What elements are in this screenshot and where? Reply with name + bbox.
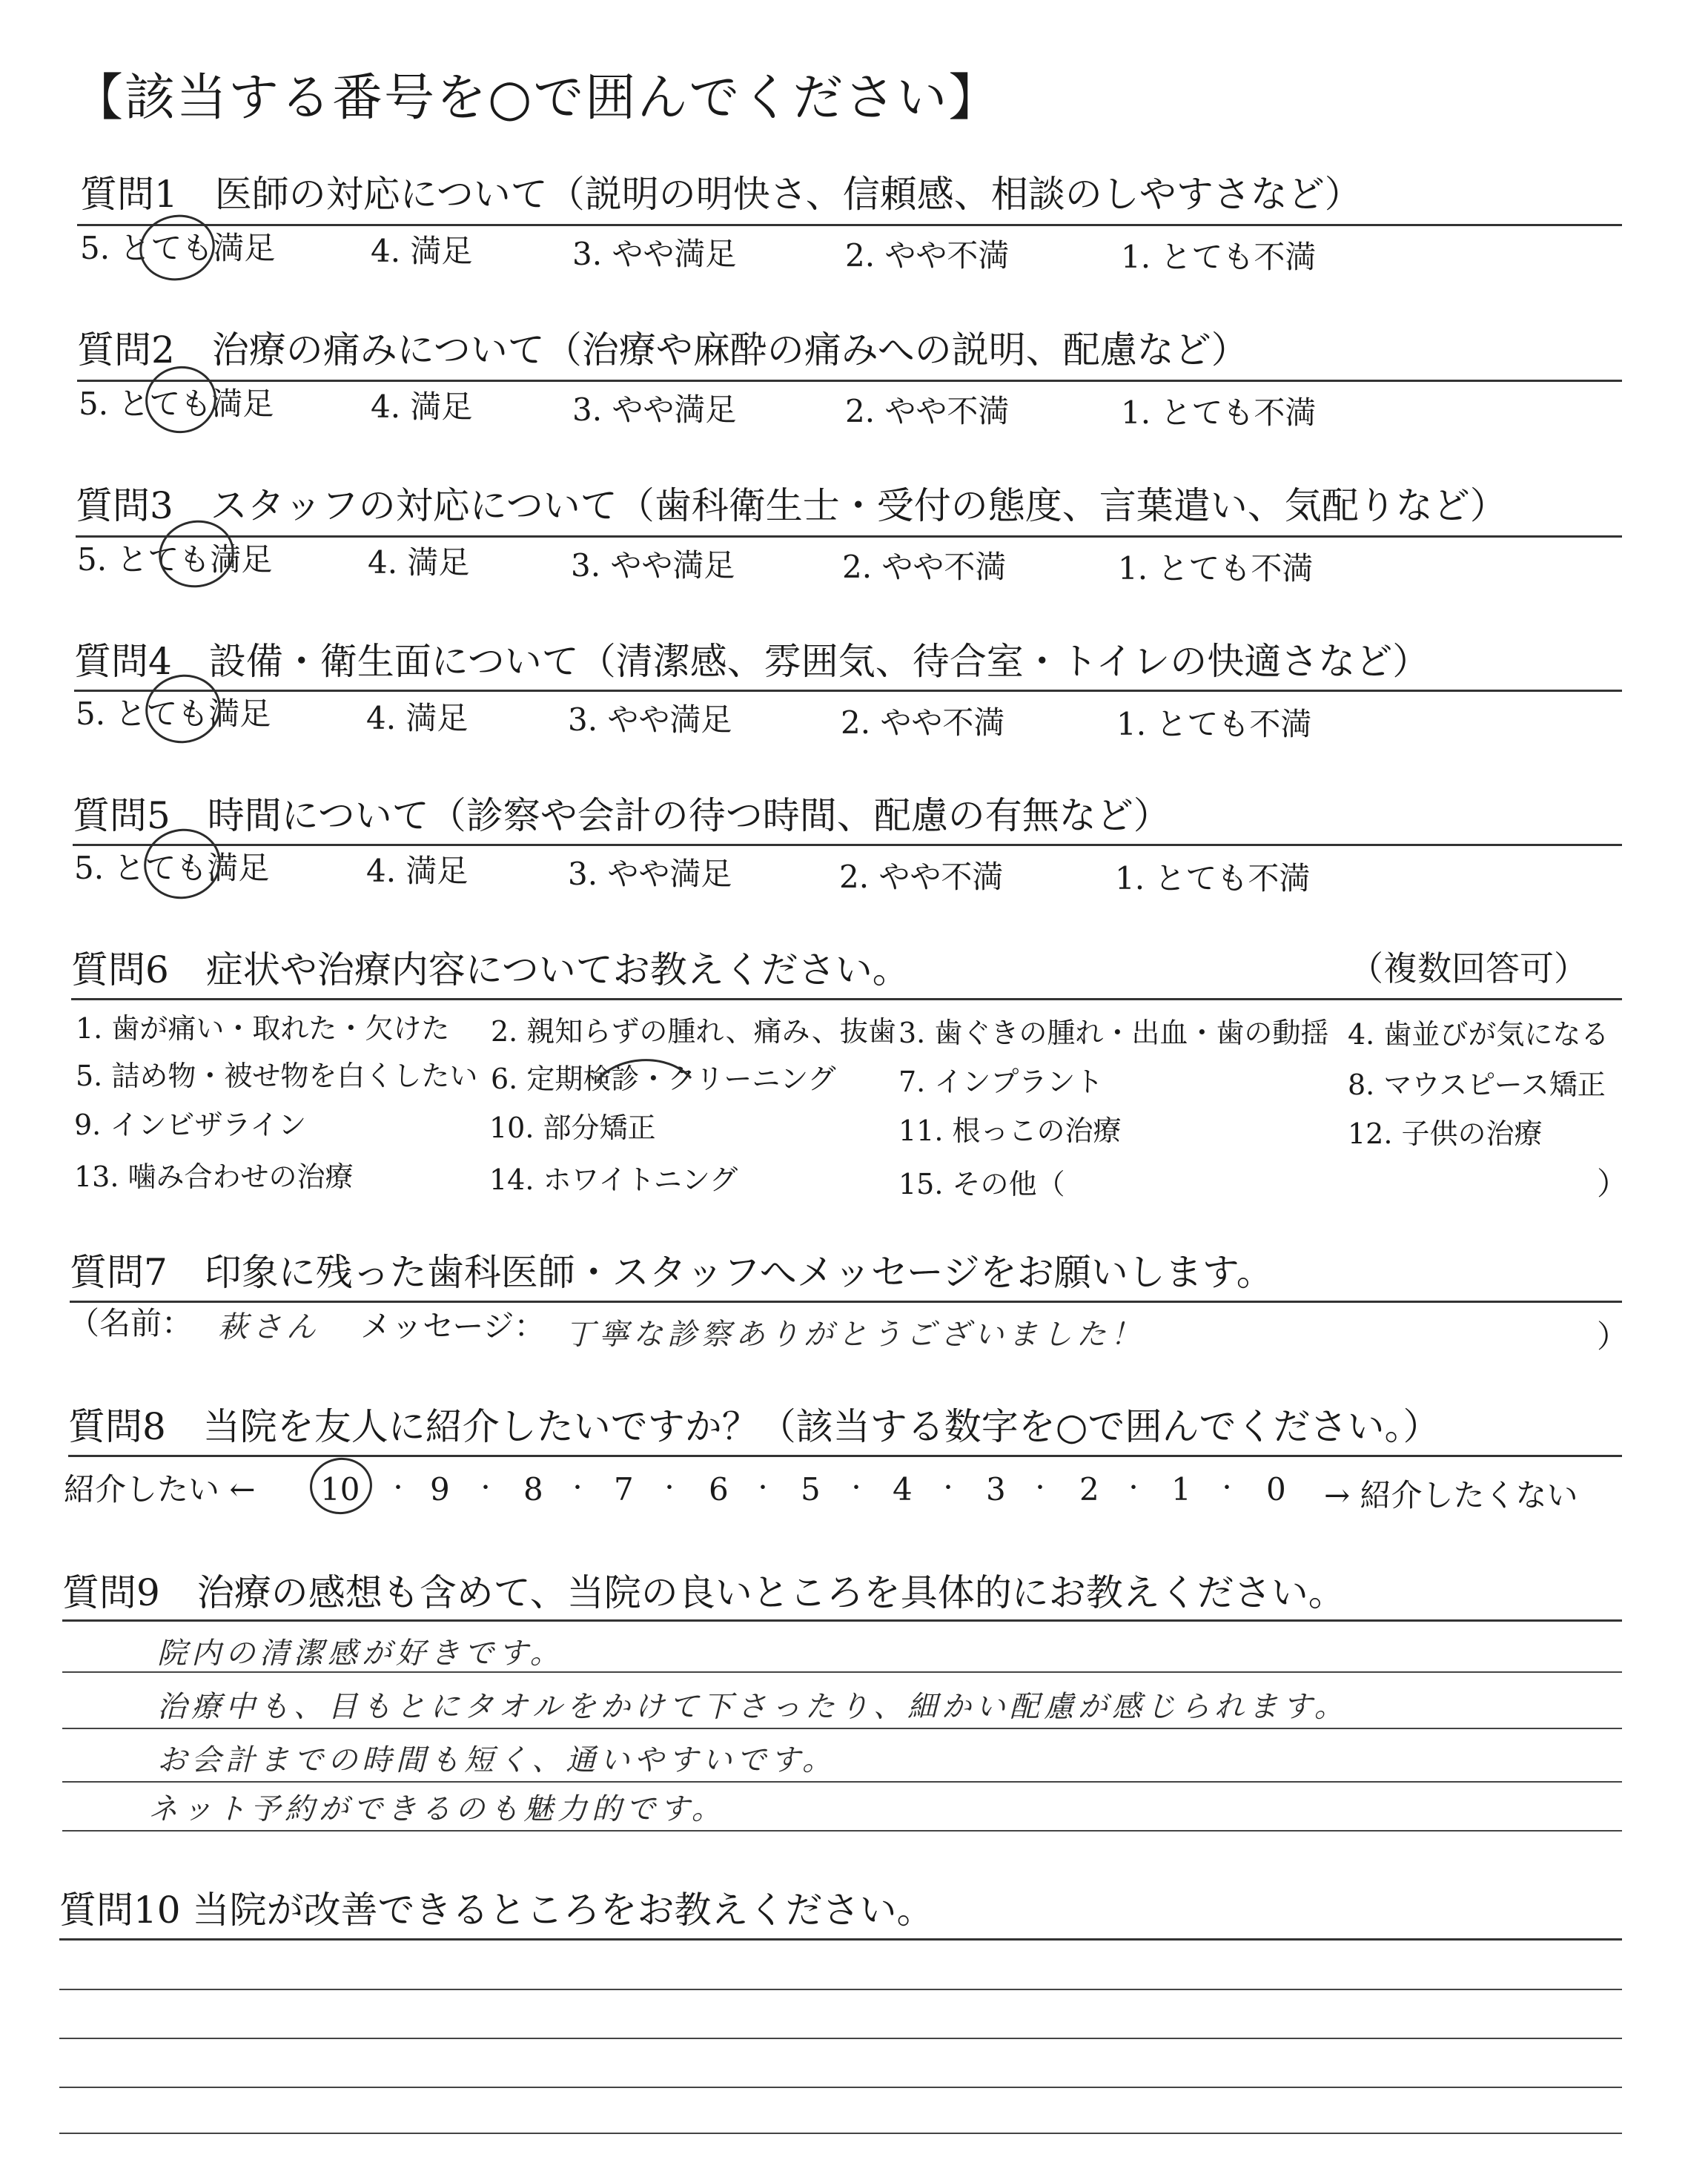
q8-selection-circle: [306, 1454, 376, 1519]
question-10-heading: 質問10 当院が改善できるところをお教えください。: [59, 1889, 934, 1932]
q6-item-15[interactable]: 15. その他（: [898, 1168, 1065, 1200]
q6-other-close: ）: [1597, 1166, 1629, 1202]
q6-item-14[interactable]: 14. ホワイトニング: [489, 1163, 738, 1196]
q8-scale-7[interactable]: 7: [614, 1471, 634, 1507]
q4-option-1[interactable]: 1. とても不満: [1116, 706, 1312, 742]
q8-scale-6[interactable]: 6: [709, 1471, 729, 1507]
q4-option-2[interactable]: 2. やや不満: [841, 704, 1005, 741]
question-2-heading: 質問2 治療の痛みについて（治療や麻酔の痛みへの説明、配慮など）: [77, 328, 1248, 371]
question-6-heading: 質問6 症状や治療内容についてお教えください。: [71, 948, 910, 991]
q7-name-label: （名前：: [68, 1305, 193, 1341]
q10-writing-line[interactable]: [59, 2087, 1622, 2088]
question-4-rule: [74, 690, 1622, 692]
q8-dot: ・: [474, 1476, 497, 1502]
q9-answer-line-2[interactable]: 治療中も、目もとにタオルをかけて下さったり、細かい配慮が感じられます。: [157, 1690, 1348, 1724]
q6-item-5[interactable]: 5. 詰め物・被せ物を白くしたい: [76, 1060, 478, 1092]
q1-selection-circle: [133, 208, 221, 287]
question-9-heading: 質問9 治療の感想も含めて、当院の良いところを具体的にお教えください。: [62, 1571, 1345, 1614]
q6-item-7[interactable]: 7. インプラント: [898, 1066, 1104, 1098]
question-7-rule: [70, 1301, 1622, 1303]
q1-option-2[interactable]: 2. やや不満: [845, 237, 1010, 274]
q8-scale-5[interactable]: 5: [801, 1471, 821, 1507]
q9-writing-line: [62, 1830, 1622, 1832]
question-1-rule: [77, 224, 1622, 226]
q8-dot: ・: [1029, 1476, 1051, 1502]
q5-option-1[interactable]: 1. とても不満: [1115, 860, 1311, 896]
question-9-rule: [62, 1619, 1622, 1622]
q8-scale-9[interactable]: 9: [430, 1471, 450, 1507]
question-3-rule: [76, 535, 1622, 538]
q8-scale-2[interactable]: 2: [1079, 1471, 1099, 1507]
q6-selection-mark: [593, 1048, 697, 1100]
q8-dot: ・: [752, 1476, 774, 1502]
q6-item-13[interactable]: 13. 噛み合わせの治療: [74, 1160, 354, 1193]
q6-item-1[interactable]: 1. 歯が痛い・取れた・欠けた: [76, 1012, 450, 1045]
question-5-rule: [73, 844, 1622, 846]
q10-writing-line[interactable]: [59, 2133, 1622, 2134]
question-4-heading: 質問4 設備・衛生面について（清潔感、雰囲気、待合室・トイレの快適さなど）: [74, 640, 1430, 683]
q9-writing-line: [62, 1671, 1622, 1673]
question-2-rule: [77, 380, 1622, 382]
q8-scale-1[interactable]: 1: [1171, 1471, 1191, 1507]
question-10-rule: [59, 1938, 1622, 1941]
q8-dot: ・: [1216, 1476, 1238, 1502]
q8-dot: ・: [845, 1476, 867, 1502]
q8-scale-4[interactable]: 4: [893, 1471, 913, 1507]
q6-item-3[interactable]: 3. 歯ぐきの腫れ・出血・歯の動揺: [898, 1017, 1329, 1049]
q5-option-5[interactable]: 5. とても満足: [74, 850, 270, 886]
question-6-note: （複数回答可）: [1349, 948, 1588, 988]
q8-left-label: 紹介したい ←: [64, 1471, 256, 1507]
q4-option-4[interactable]: 4. 満足: [366, 700, 469, 736]
q6-item-12[interactable]: 12. 子供の治療: [1348, 1117, 1543, 1150]
q4-option-3[interactable]: 3. やや満足: [568, 701, 732, 738]
q3-option-5[interactable]: 5. とても満足: [77, 541, 273, 578]
q8-scale-0[interactable]: 0: [1266, 1471, 1286, 1507]
question-6-rule: [71, 998, 1622, 1000]
q6-item-9[interactable]: 9. インビザライン: [74, 1109, 307, 1141]
q8-scale-10[interactable]: 10: [320, 1471, 360, 1507]
q9-answer-line-3[interactable]: お会計までの時間も短く、通いやすいです。: [157, 1743, 836, 1777]
q8-scale-3[interactable]: 3: [986, 1471, 1006, 1507]
q9-answer-line-1[interactable]: 院内の清潔感が好きです。: [157, 1636, 564, 1671]
q7-message-value[interactable]: 丁寧な診察ありがとうございました！: [565, 1318, 1145, 1352]
question-1-heading: 質問1 医師の対応について（説明の明快さ、信頼感、相談のしやすさなど）: [80, 173, 1362, 216]
q7-message-label: メッセージ：: [360, 1308, 546, 1344]
q6-item-11[interactable]: 11. 根っこの治療: [898, 1114, 1122, 1147]
q8-right-label: → 紹介したくない: [1324, 1477, 1578, 1513]
q6-item-4[interactable]: 4. 歯並びが気になる: [1348, 1018, 1609, 1051]
q3-option-1[interactable]: 1. とても不満: [1118, 550, 1314, 587]
q2-option-3[interactable]: 3. やや満足: [572, 392, 737, 428]
q1-option-4[interactable]: 4. 満足: [371, 233, 473, 269]
q1-option-1[interactable]: 1. とても不満: [1121, 239, 1317, 275]
q8-dot: ・: [387, 1476, 409, 1502]
q1-option-3[interactable]: 3. やや満足: [572, 236, 737, 272]
q8-dot: ・: [1122, 1476, 1145, 1502]
q5-option-3[interactable]: 3. やや満足: [568, 856, 732, 892]
q8-dot: ・: [937, 1476, 959, 1502]
q7-name-value[interactable]: 萩さん: [218, 1310, 320, 1344]
q7-close: ）: [1597, 1318, 1629, 1355]
q2-option-5[interactable]: 5. とても満足: [79, 386, 274, 422]
q10-writing-line[interactable]: [59, 1989, 1622, 1990]
q3-option-2[interactable]: 2. やや不満: [842, 549, 1007, 585]
question-3-heading: 質問3 スタッフの対応について（歯科衛生士・受付の態度、言葉遣い、気配りなど）: [76, 484, 1507, 527]
q6-item-6[interactable]: 6. 定期検診・クリーニング: [491, 1063, 836, 1095]
q8-dot: ・: [566, 1476, 589, 1502]
q8-scale-8[interactable]: 8: [523, 1471, 543, 1507]
q2-option-1[interactable]: 1. とても不満: [1121, 394, 1317, 431]
page-title: 【該当する番号を○で囲んでください】: [73, 69, 1001, 128]
q8-dot: ・: [658, 1476, 681, 1502]
q5-option-2[interactable]: 2. やや不満: [839, 859, 1004, 895]
q9-answer-line-4[interactable]: ネット予約ができるのも魅力的です。: [148, 1792, 726, 1826]
q2-option-4[interactable]: 4. 満足: [371, 389, 473, 425]
q9-writing-line: [62, 1728, 1622, 1729]
q4-option-5[interactable]: 5. とても満足: [76, 696, 271, 732]
q2-option-2[interactable]: 2. やや不満: [845, 393, 1010, 429]
q6-item-10[interactable]: 10. 部分矯正: [489, 1112, 656, 1144]
q10-writing-line[interactable]: [59, 2038, 1622, 2039]
q3-option-4[interactable]: 4. 満足: [368, 544, 470, 581]
question-5-heading: 質問5 時間について（診察や会計の待つ時間、配慮の有無など）: [73, 794, 1171, 837]
q6-item-2[interactable]: 2. 親知らずの腫れ、痛み、抜歯: [491, 1015, 896, 1048]
question-7-heading: 質問7 印象に残った歯科医師・スタッフへメッセージをお願いします。: [70, 1251, 1274, 1294]
question-8-rule: [68, 1455, 1622, 1457]
q9-writing-line: [62, 1781, 1622, 1783]
q6-item-8[interactable]: 8. マウスピース矯正: [1348, 1069, 1606, 1101]
q3-option-3[interactable]: 3. やや満足: [571, 547, 735, 584]
q5-option-4[interactable]: 4. 満足: [366, 853, 469, 889]
q1-option-5[interactable]: 5. とても満足: [80, 230, 276, 266]
question-8-heading: 質問8 当院を友人に紹介したいですか？（該当する数字を○で囲んでください。）: [68, 1405, 1440, 1448]
